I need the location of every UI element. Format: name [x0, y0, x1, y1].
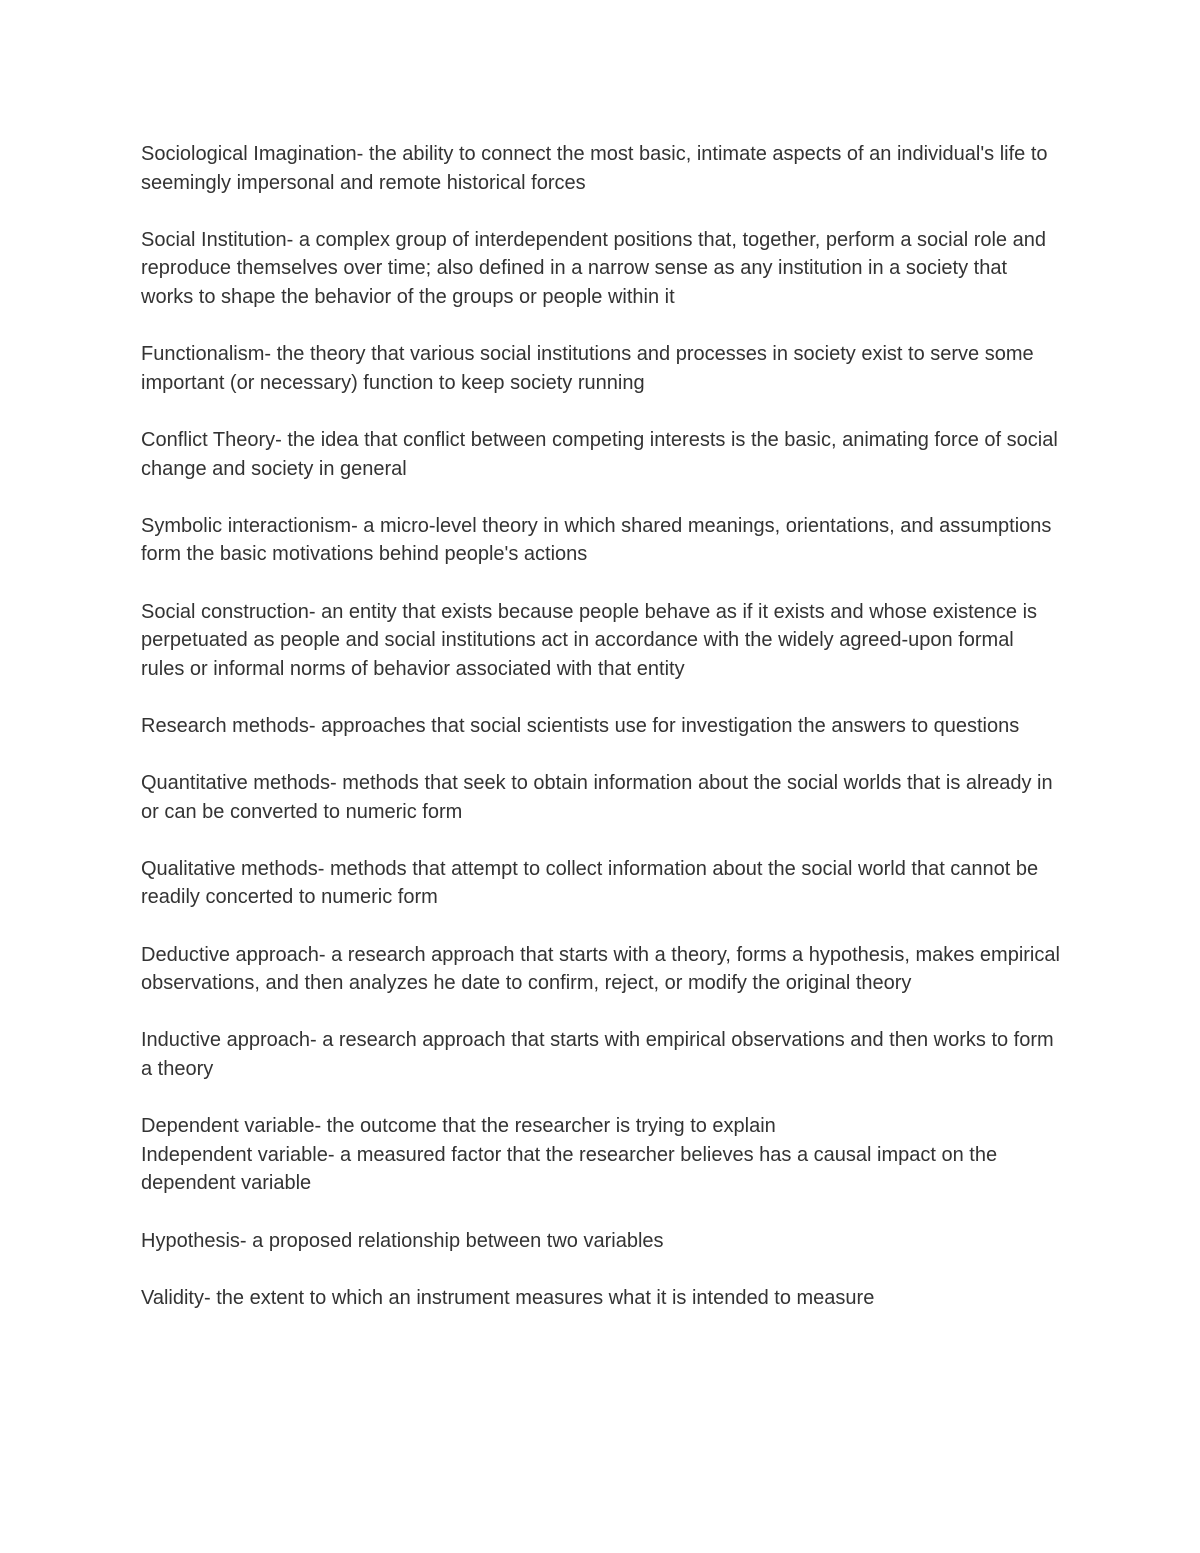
definition-paragraph: Conflict Theory- the idea that conflict between competing interests is the basic, animating force of social change and society in general [141, 428, 1058, 480]
definition-paragraph: Independent variable- a measured factor that the researcher believes has a causal impact on the dependent variable [141, 1143, 998, 1195]
definition-paragraph: Validity- the extent to which an instrument measures what it is intended to measure [141, 1286, 875, 1309]
definition-paragraph: Symbolic interactionism- a micro-level theory in which shared meanings, orientations, and assumptions form the basic motivations behind people's actions [141, 514, 1052, 566]
definition-paragraph: Deductive approach- a research approach that starts with a theory, forms a hypothesis, makes empirical observations, and then analyzes he date to confirm, reject, or modify the original theory [141, 943, 1060, 995]
definition-paragraph: Social construction- an entity that exists because people behave as if it exists and whose existence is perpetuated as people and social institutions act in accordance with the widely agreed-upon formal rules or informal norms of behavior associated with that entity [141, 600, 1038, 680]
definition-paragraph: Sociological Imagination- the ability to connect the most basic, intimate aspects of an individual's life to seemingly impersonal and remote historical forces [141, 143, 1048, 194]
definition-paragraph: Social Institution- a complex group of interdependent positions that, together, perform a social role and reproduce themselves over time; also defined in a narrow sense as any institution in a society that works to shape the behavior of the groups or people within it [141, 228, 1046, 308]
definition-paragraph: Hypothesis- a proposed relationship between two variables [141, 1229, 664, 1252]
definition-paragraph: Inductive approach- a research approach that starts with empirical observations and then works to form a theory [141, 1029, 1054, 1080]
definition-paragraph: Functionalism- the theory that various social institutions and processes in society exist to serve some important (or necessary) function to keep society running [141, 343, 1034, 394]
definition-paragraph: Research methods- approaches that social scientists use for investigation the answers to questions [141, 714, 1020, 737]
definition-paragraph: Dependent variable- the outcome that the researcher is trying to explain [141, 1115, 776, 1138]
definition-paragraph: Quantitative methods- methods that seek to obtain information about the social worlds that is already in or can be converted to numeric form [141, 772, 1053, 823]
definition-paragraph: Qualitative methods- methods that attempt to collect information about the social world that cannot be readily concerted to numeric form [141, 857, 1039, 909]
document-body [141, 140, 1061, 1341]
